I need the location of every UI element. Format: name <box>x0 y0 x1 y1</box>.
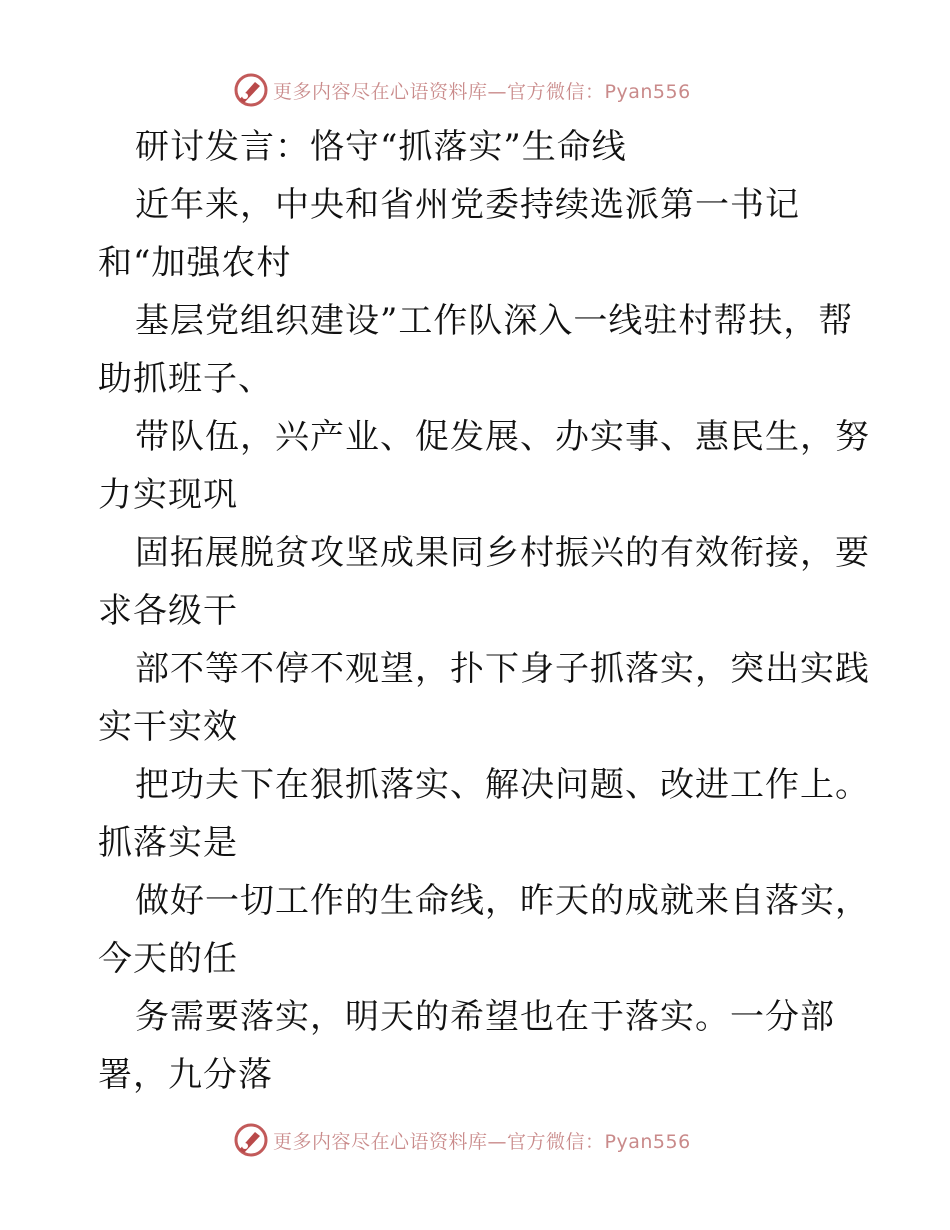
paragraph-line: 力实现巩 <box>98 475 238 515</box>
watermark-text: 更多内容尽在心语资料库—官方微信：Pyan556 <box>273 1130 691 1153</box>
paragraph-line: 把功夫下在狠抓落实、解决问题、改进工作上。 <box>135 765 870 805</box>
paragraph-line: 做好一切工作的生命线，昨天的成就来自落实， <box>135 881 870 921</box>
document-title: 研讨发言：恪守“抓落实”生命线 <box>135 127 627 167</box>
paragraph-line: 求各级干 <box>98 591 238 631</box>
watermark-text: 更多内容尽在心语资料库—官方微信：Pyan556 <box>273 80 691 103</box>
paragraph-line: 今天的任 <box>98 939 238 979</box>
header-watermark <box>233 70 691 110</box>
paragraph-line: 务需要落实，明天的希望也在于落实。一分部 <box>135 997 835 1037</box>
paragraph-line: 抓落实是 <box>98 823 238 863</box>
document-body <box>98 118 868 1104</box>
paragraph-line: 和“加强农村 <box>98 243 292 283</box>
paragraph-line: 实干实效 <box>98 707 238 747</box>
paragraph-line: 带队伍，兴产业、促发展、办实事、惠民生，努 <box>135 417 870 457</box>
paragraph-line: 署，九分落 <box>98 1055 273 1095</box>
paragraph-line: 基层党组织建设”工作队深入一线驻村帮扶，帮 <box>135 301 854 341</box>
paragraph-line: 助抓班子、 <box>98 359 273 399</box>
paragraph-line: 固拓展脱贫攻坚成果同乡村振兴的有效衔接，要 <box>135 533 870 573</box>
paragraph-line: 部不等不停不观望，扑下身子抓落实，突出实践 <box>135 649 870 689</box>
footer-watermark <box>233 1120 691 1160</box>
paragraph-line: 近年来，中央和省州党委持续选派第一书记 <box>135 185 800 225</box>
pen-circle-logo-icon <box>233 1122 269 1158</box>
pen-circle-logo-icon <box>233 72 269 108</box>
